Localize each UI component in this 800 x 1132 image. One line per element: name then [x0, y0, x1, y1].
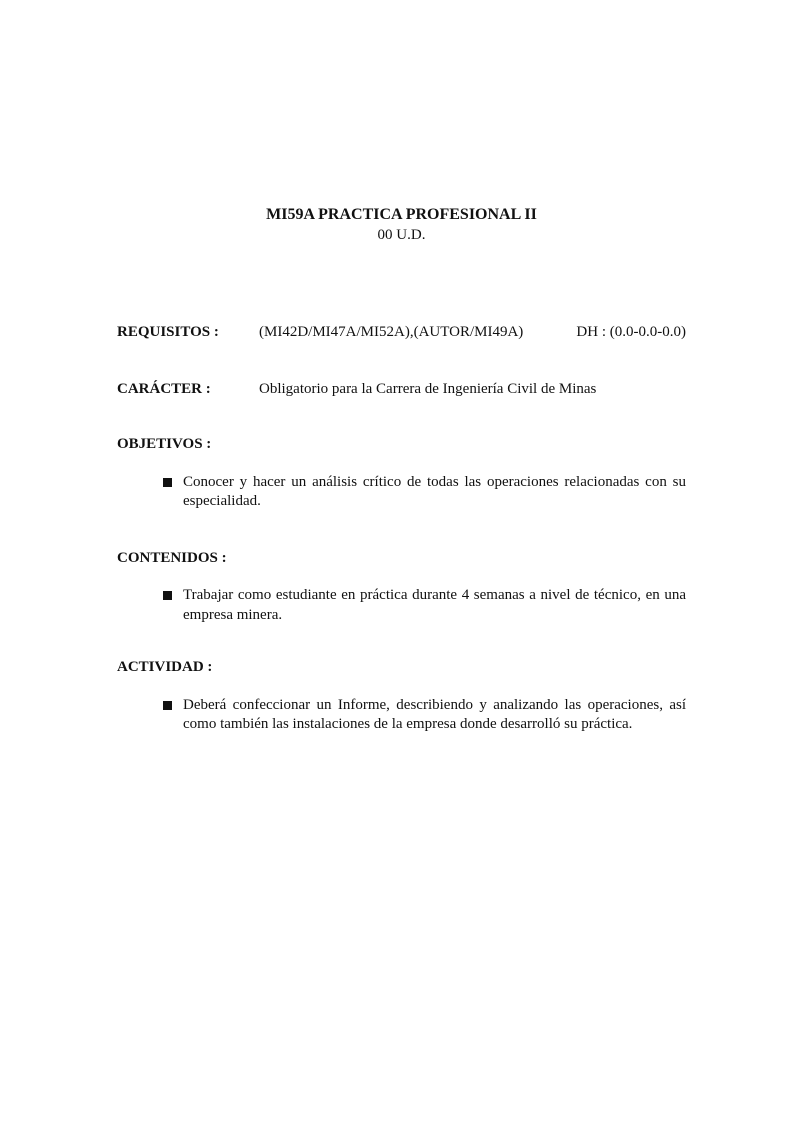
contenidos-bullet-text: Trabajar como estudiante en práctica durante 4 semanas a nivel de técnico, en una empresa minera. [183, 587, 686, 623]
caracter-label: CARÁCTER : [117, 380, 211, 397]
bullet-square-icon [163, 591, 172, 600]
objetivos-bullet-text: Conocer y hacer un análisis crítico de todas las operaciones relacionadas con su especialidad. [183, 473, 686, 510]
course-credits: 00 U.D. [377, 226, 426, 243]
requisitos-dh-value: DH : (0.0-0.0-0.0) [576, 324, 686, 341]
requisitos-label: REQUISITOS : [117, 324, 219, 341]
course-title: MI59A PRACTICA PROFESIONAL II [266, 206, 537, 223]
list-item [183, 586, 686, 625]
requisitos-value: (MI42D/MI47A/MI52A),(AUTOR/MI49A) [259, 324, 524, 341]
bullet-square-icon [163, 701, 172, 710]
field-row-requisitos [117, 323, 686, 343]
list-item [183, 696, 686, 735]
title-block [117, 205, 686, 245]
section-heading-objetivos: OBJETIVOS : [117, 436, 212, 453]
section-heading-actividad: ACTIVIDAD : [117, 659, 213, 676]
bullet-square-icon [163, 478, 172, 487]
list-item [183, 473, 686, 512]
section-heading-contenidos: CONTENIDOS : [117, 549, 227, 566]
field-row-caracter [117, 380, 686, 400]
caracter-value: Obligatorio para la Carrera de Ingeniería Civil de Minas [259, 380, 597, 397]
actividad-bullet-text: Deberá confeccionar un Informe, describiendo y analizando las operaciones, así como también las instalaciones de la empresa donde desarrolló su práctica. [183, 696, 686, 733]
